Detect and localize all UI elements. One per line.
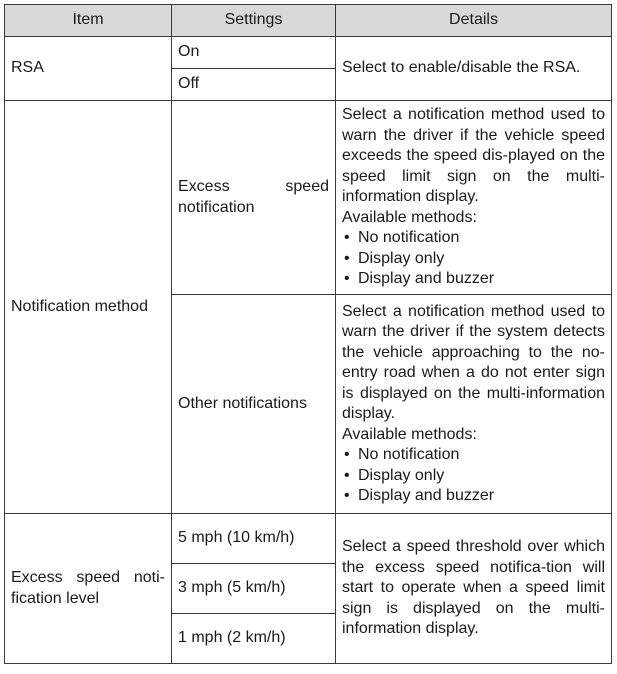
setting-3-mph: 3 mph (5 km/h) xyxy=(172,564,336,614)
header-row xyxy=(5,5,612,37)
details-excess-text: Select a notification method used to warn the driver if the vehicle speed exceeds the speed dis-played on the speed limit sign on the multi-information display. xyxy=(342,106,605,206)
details-excess-speed-notification xyxy=(336,101,612,295)
available-methods-label: Available methods: xyxy=(342,208,477,226)
list-item: • No notification xyxy=(342,228,605,249)
details-rsa-text: Select to enable/disable the RSA. xyxy=(342,59,581,77)
table-row xyxy=(5,37,612,69)
header-details: Details xyxy=(336,5,612,37)
header-settings: Settings xyxy=(172,5,336,37)
setting-excess-speed-notification: Excess speed notification xyxy=(172,101,336,295)
setting-on: On xyxy=(172,37,336,69)
details-rsa xyxy=(336,37,612,101)
item-notification-method: Notification method xyxy=(5,101,172,514)
setting-other-notifications: Other notifications xyxy=(172,295,336,514)
item-excess-speed-level: Excess speed noti-fication level xyxy=(5,514,172,664)
setting-off: Off xyxy=(172,69,336,101)
details-other-text: Select a notification method used to warn the driver if the system detects the vehicle approaching to the no-entry road when a do not enter sign is displayed on the multi-information display. xyxy=(342,302,605,422)
available-methods-label: Available methods: xyxy=(342,425,477,443)
details-other-notifications xyxy=(336,295,612,514)
settings-table xyxy=(4,4,612,664)
table-row xyxy=(5,101,612,295)
list-item: • Display and buzzer xyxy=(342,486,605,507)
list-item: • Display only xyxy=(342,249,605,270)
details-level-text: Select a speed threshold over which the excess speed notifica-tion will start to operate when a speed limit sign is displayed on the multi-information display. xyxy=(342,538,605,638)
table-row xyxy=(5,514,612,564)
list-item: • No notification xyxy=(342,445,605,466)
list-item: • Display and buzzer xyxy=(342,269,605,290)
methods-list xyxy=(342,445,605,507)
methods-list xyxy=(342,228,605,290)
header-item: Item xyxy=(5,5,172,37)
item-rsa: RSA xyxy=(5,37,172,101)
setting-1-mph: 1 mph (2 km/h) xyxy=(172,614,336,664)
setting-5-mph: 5 mph (10 km/h) xyxy=(172,514,336,564)
details-excess-speed-level xyxy=(336,514,612,664)
list-item: • Display only xyxy=(342,466,605,487)
